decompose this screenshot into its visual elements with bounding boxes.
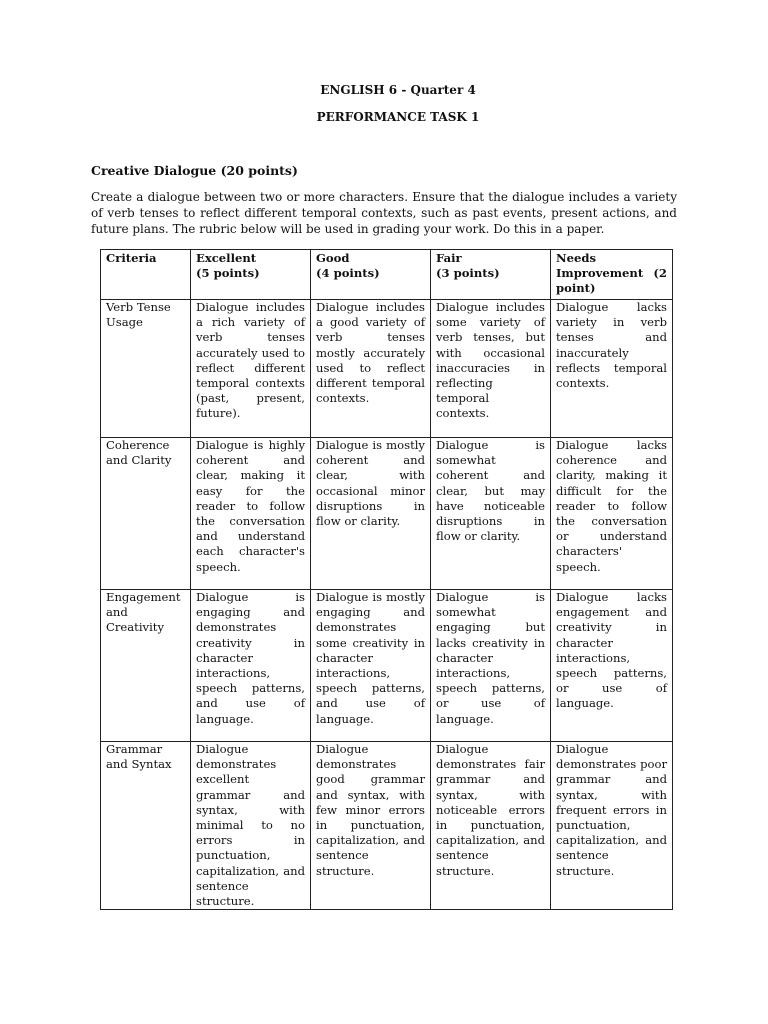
header-good [311, 250, 431, 300]
fair-cell: Dialogue includes some variety of verb tenses, but with occasional inaccuracies in reflecting temporal contexts. [431, 300, 551, 438]
header-excellent [191, 250, 311, 300]
header-good-points: (4 points) [316, 266, 380, 281]
header-fair [431, 250, 551, 300]
rubric-row-coherence [101, 438, 673, 590]
fair-cell: Dialogue demonstrates fair grammar and syntax, with noticeable errors in punctuation, capitalization, and sentence structure. [431, 742, 551, 910]
needs-improvement-cell: Dialogue demonstrates poor grammar and syntax, with frequent errors in punctuation, capitalization, and sentence structure. [551, 742, 673, 910]
needs-improvement-cell: Dialogue lacks coherence and clarity, making it difficult for the reader to follow the conversation or understand characters' speech. [551, 438, 673, 590]
criteria-cell: Grammar and Syntax [101, 742, 191, 910]
instructions-paragraph: Create a dialogue between two or more characters. Ensure that the dialogue includes a variety of verb tenses to reflect different temporal contexts, such as past events, present actions, and future plans. The rubric below will be used in grading your work. Do this in a paper. [91, 190, 677, 236]
criteria-cell: Verb Tense Usage [101, 300, 191, 438]
criteria-cell: Engagement and Creativity [101, 590, 191, 742]
excellent-cell: Dialogue is highly coherent and clear, making it easy for the reader to follow the conversation and understand each character's speech. [191, 438, 311, 590]
needs-improvement-cell: Dialogue lacks engagement and creativity in character interactions, speech patterns, or use of language. [551, 590, 673, 742]
header-fair-points: (3 points) [436, 266, 500, 281]
header-excellent-points: (5 points) [196, 266, 260, 281]
header-excellent-label: Excellent [196, 251, 257, 265]
header-criteria [101, 250, 191, 300]
section-heading: Creative Dialogue (20 points) [91, 163, 298, 178]
rubric-table [100, 249, 673, 910]
header-needs-improvement-label: Needs Improvement (2 point) [556, 251, 667, 296]
needs-improvement-cell: Dialogue lacks variety in verb tenses and inaccurately reflects temporal contexts. [551, 300, 673, 438]
good-cell: Dialogue is mostly coherent and clear, with occasional minor disruptions in flow or clarity. [311, 438, 431, 590]
fair-cell: Dialogue is somewhat coherent and clear, but may have noticeable disruptions in flow or clarity. [431, 438, 551, 590]
header-needs-improvement [551, 250, 673, 300]
good-cell: Dialogue is mostly engaging and demonstrates some creativity in character interactions, speech patterns, and use of language. [311, 590, 431, 742]
document-subtitle: PERFORMANCE TASK 1 [316, 110, 480, 124]
header-good-label: Good [316, 251, 350, 265]
criteria-cell: Coherence and Clarity [101, 438, 191, 590]
rubric-row-engagement [101, 590, 673, 742]
document-title: ENGLISH 6 - Quarter 4 [320, 83, 476, 97]
excellent-cell: Dialogue includes a rich variety of verb tenses accurately used to reflect different temporal contexts (past, present, future). [191, 300, 311, 438]
rubric-row-grammar [101, 742, 673, 910]
header-criteria-label: Criteria [106, 251, 157, 265]
excellent-cell: Dialogue demonstrates excellent grammar and syntax, with minimal to no errors in punctuation, capitalization, and sentence structure. [191, 742, 311, 910]
rubric-row-verb-tense [101, 300, 673, 438]
excellent-cell: Dialogue is engaging and demonstrates creativity in character interactions, speech patterns, and use of language. [191, 590, 311, 742]
header-fair-label: Fair [436, 251, 462, 265]
rubric-header-row [101, 250, 673, 300]
good-cell: Dialogue includes a good variety of verb tenses mostly accurately used to reflect different temporal contexts. [311, 300, 431, 438]
fair-cell: Dialogue is somewhat engaging but lacks creativity in character interactions, speech patterns, or use of language. [431, 590, 551, 742]
good-cell: Dialogue demonstrates good grammar and syntax, with few minor errors in punctuation, capitalization, and sentence structure. [311, 742, 431, 910]
